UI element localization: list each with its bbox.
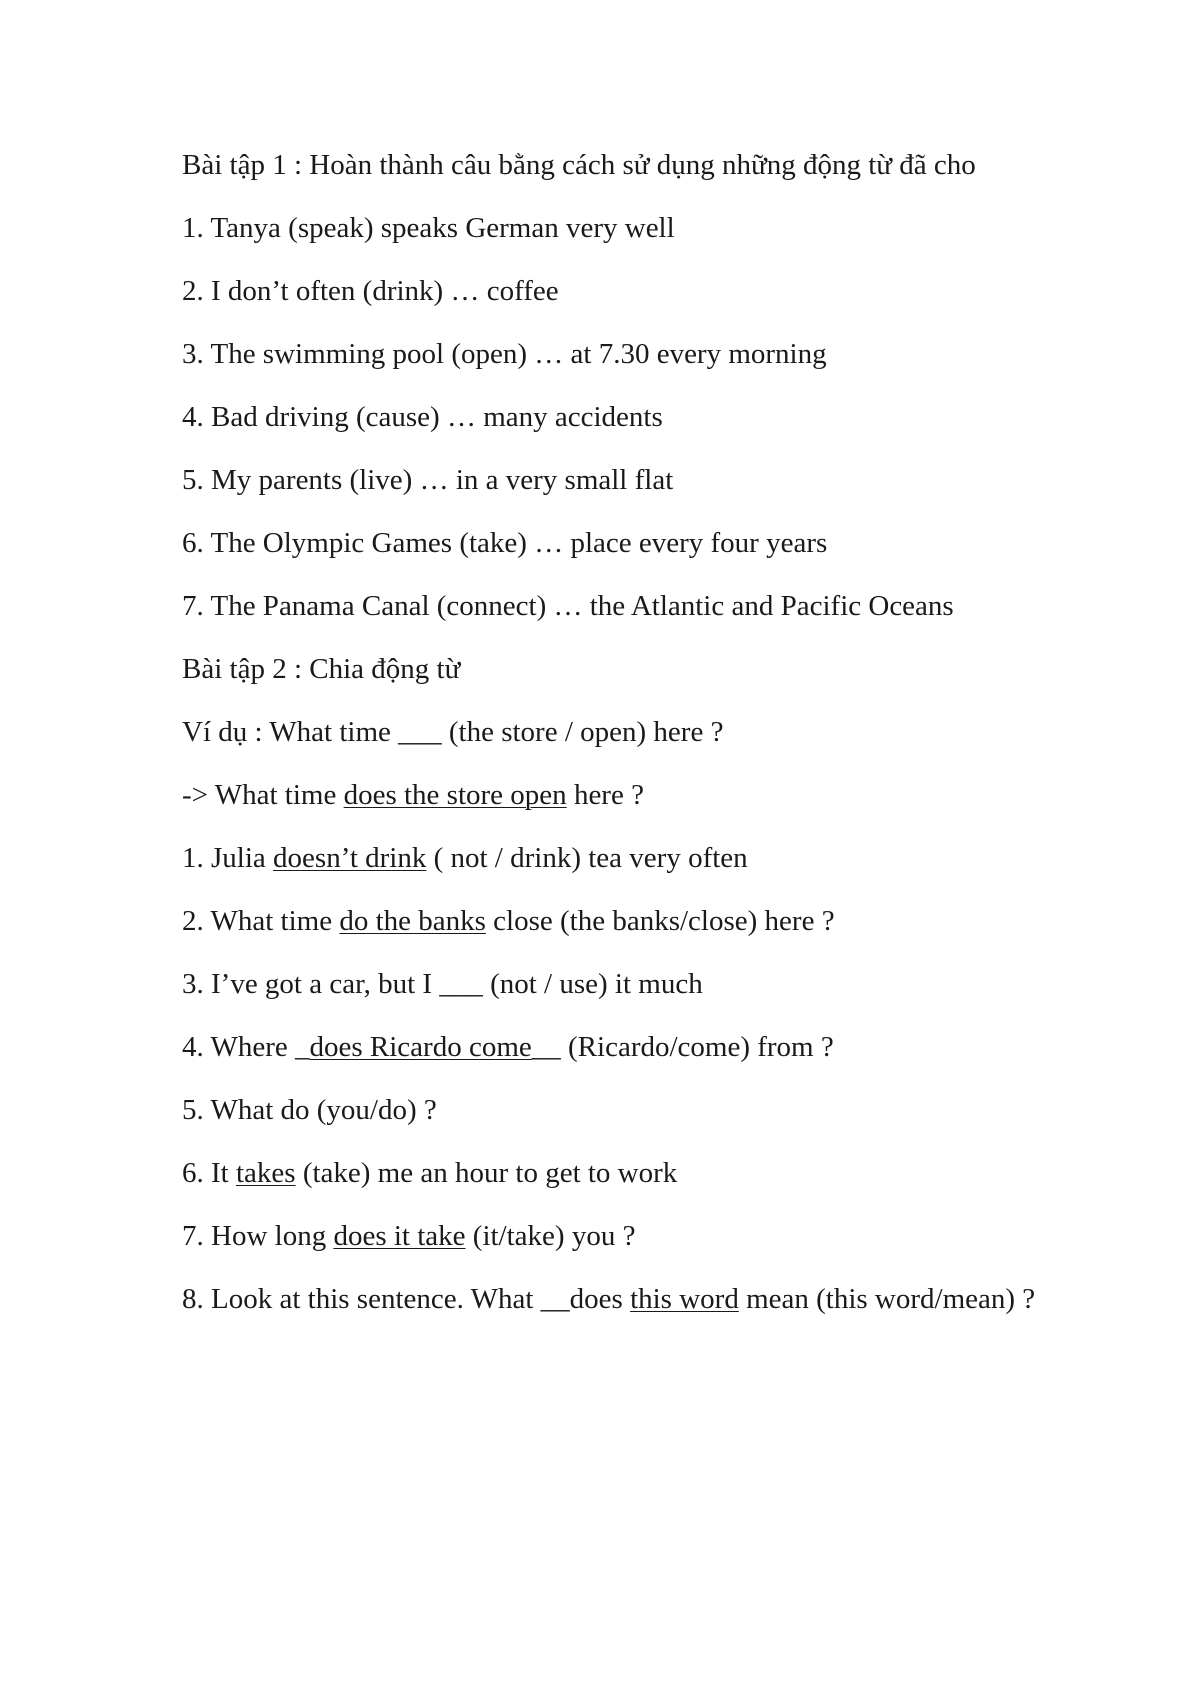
exercise-1-item: 6. The Olympic Games (take) … place every four years [182,527,828,559]
exercise-2-item [182,1152,1052,1194]
item-answer-underlined: do the banks [339,905,486,937]
item-prefix: 2. What time [182,905,340,937]
item-answer-underlined: does it take [333,1220,466,1252]
exercise-1-item: 7. The Panama Canal (connect) … the Atlantic and Pacific Oceans [182,590,954,622]
document-page [182,144,1052,1341]
item-answer-underlined: takes [235,1157,296,1189]
exercise-2-item [182,837,1052,879]
example-answer-prefix: -> What time [182,779,344,811]
item-prefix: 3. I’ve got a car, but I ___ (not / use) it much [182,968,703,1000]
item-answer-underlined: does Ricardo come [309,1031,532,1063]
item-prefix: 1. Julia [182,842,274,874]
exercise-1-item: 2. I don’t often (drink) … coffee [182,275,559,307]
exercise-1-title: Bài tập 1 : Hoàn thành câu bằng cách sử dụng những động từ đã cho [182,149,976,181]
item-suffix: (it/take) you ? [465,1220,636,1252]
item-suffix: mean (this word/mean) ? [738,1283,1036,1315]
example-question: Ví dụ : What time ___ (the store / open) here ? [182,716,724,748]
exercise-2-item [182,900,1052,942]
exercise-2-item [182,1215,1052,1257]
exercise-1-item: 3. The swimming pool (open) … at 7.30 every morning [182,338,827,370]
exercise-2-item [182,1026,1052,1068]
exercise-2-item [182,1089,1052,1131]
exercise-2-item [182,1278,1052,1320]
item-answer-underlined: this word [630,1283,739,1315]
item-prefix: 8. Look at this sentence. What __does [182,1283,631,1315]
item-suffix: (take) me an hour to get to work [295,1157,678,1189]
exercise-1-item: 5. My parents (live) … in a very small flat [182,464,674,496]
exercise-1-item: 1. Tanya (speak) speaks German very well [182,212,675,244]
item-prefix: 5. What do (you/do) ? [182,1094,437,1126]
example-answer-underlined: does the store open [343,779,567,811]
exercise-2-title: Bài tập 2 : Chia động từ [182,653,461,685]
item-suffix: close (the banks/close) here ? [485,905,835,937]
item-suffix: __ (Ricardo/come) from ? [531,1031,834,1063]
item-prefix: 6. It [182,1157,236,1189]
item-prefix: 4. Where _ [182,1031,310,1063]
item-prefix: 7. How long [182,1220,334,1252]
exercise-2-item [182,963,1052,1005]
example-answer [182,774,1052,816]
item-suffix: ( not / drink) tea very often [426,842,748,874]
exercise-1-item: 4. Bad driving (cause) … many accidents [182,401,663,433]
example-answer-suffix: here ? [566,779,644,811]
item-answer-underlined: doesn’t drink [273,842,427,874]
